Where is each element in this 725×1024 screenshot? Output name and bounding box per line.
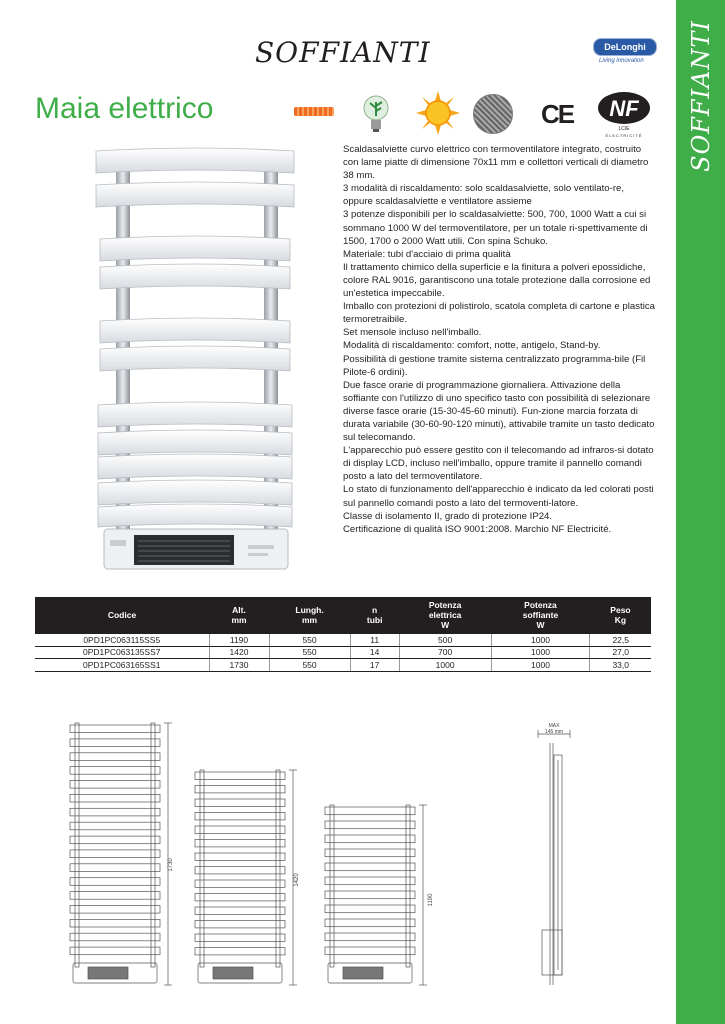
brand-tagline: Living innovation (599, 58, 644, 64)
nf-sub1: LCIE (618, 126, 630, 132)
spec-table (35, 597, 651, 672)
ce-mark-icon: CE (541, 99, 574, 129)
cell-codice: 0PD1PC063135SS7 (35, 646, 209, 659)
cell-codice: 0PD1PC063115SS5 (35, 634, 209, 647)
nf-mark-text: NF (609, 96, 639, 121)
table-row (35, 659, 651, 672)
description-paragraph: Set mensole incluso nell'imballo. (343, 327, 482, 339)
product-description (343, 143, 655, 536)
sun-icon (416, 91, 460, 135)
description-paragraph: Possibilità di gestione tramite sistema centralizzato programma-bile (Fil Pilote-6 ordini). (343, 353, 646, 378)
cell-potenza-elettrica: 1000 (399, 659, 491, 672)
eco-bulb-icon (361, 94, 391, 134)
product-name: Maia elettrico (35, 92, 214, 125)
description-paragraph: Classe di isolamento II, grado di protezione IP24. (343, 510, 553, 522)
header-peso: Peso Kg (590, 597, 651, 634)
description-paragraph: Modalità di riscaldamento: comfort, notte, antigelo, Stand-by. (343, 340, 601, 352)
description-paragraph: Lo stato di funzionamento dell'apparecchio è indicato da led colorati posti sul pannello comandi posto a lato del termoventi-latore. (343, 484, 654, 509)
description-paragraph: Certificazione di qualità ISO 9001:2008. Marchio NF Electricité. (343, 523, 612, 535)
header-n-tubi: n tubi (350, 597, 399, 634)
description-paragraph: L'apparecchio può essere gestito con il telecomando ad infraros-si dotato di display LCD, incluso nell'imballo, oppure tramite il pannello comandi posto a lato del termoventilatore. (343, 445, 654, 483)
heater-element-icon (294, 107, 334, 116)
cell-lungh: 550 (269, 659, 350, 672)
description-paragraph: Due fasce orarie di programmazione giornaliera. Attivazione della soffiante con l'utilizzo di uno specifico tasto con possibilità di selezionare diverse fasce orarie (15-30-45-60 minuti). Fun-zione marcia forzata di durata variabile (30-60-90-120 minuti), attivabile tramite un tasto dedicato sul telecomando. (343, 379, 655, 444)
table-row (35, 634, 651, 647)
brand-wordmark: DeLonghi (593, 38, 657, 56)
header-alt: Alt. mm (209, 597, 269, 634)
cell-alt: 1190 (209, 634, 269, 647)
header-potenza-soffiante: Potenza soffiante W (491, 597, 590, 634)
brand-logo (593, 38, 661, 68)
technical-drawings (60, 715, 620, 1015)
dimension-label-1420: 1420 (294, 873, 300, 887)
cell-peso: 22,5 (590, 634, 651, 647)
description-paragraph: Imballo con protezioni di polistirolo, scatola completa di cartone e plastica termoretraibile. (343, 301, 655, 326)
cell-lungh: 550 (269, 646, 350, 659)
cell-potenza-soffiante: 1000 (491, 659, 590, 672)
cell-potenza-elettrica: 500 (399, 634, 491, 647)
cell-alt: 1730 (209, 659, 269, 672)
cell-n-tubi: 11 (350, 634, 399, 647)
max-depth-label: MAX (548, 723, 560, 729)
header-codice: Codice (35, 597, 209, 634)
description-paragraph: Scaldasalviette curvo elettrico con termoventilatore integrato, costruito con lame piatte di dimensione 70x11 mm e collettori verticali di diametro 38 mm. (343, 144, 649, 182)
nf-mark-icon (596, 91, 656, 139)
grid-pattern-icon (473, 94, 513, 134)
table-row (35, 646, 651, 659)
product-photo (88, 143, 302, 583)
cell-codice: 0PD1PC063165SS1 (35, 659, 209, 672)
header-potenza-elettrica: Potenza elettrica W (399, 597, 491, 634)
nf-sub2: ÉLECTRICITÉ (605, 133, 643, 138)
description-paragraph: Il trattamento chimico della superficie e la finitura a polveri epossidiche, colore RAL 9016, garantiscono una totale protezione dalla corrosione ed un'estetica impeccabile. (343, 261, 651, 300)
description-paragraph: 3 modalità di riscaldamento: solo scaldasalviette, solo ventilato-re, oppure scaldasalviette e ventilatore assieme (343, 183, 625, 208)
description-paragraph: Materiale: tubi d'acciaio di prima qualità (343, 248, 511, 260)
max-depth-value: 145 mm (544, 729, 564, 735)
cell-potenza-soffiante: 1000 (491, 646, 590, 659)
cell-peso: 33,0 (590, 659, 651, 672)
side-title (676, 0, 725, 200)
spec-table-header (35, 597, 651, 634)
cell-n-tubi: 14 (350, 646, 399, 659)
description-paragraph: 3 potenze disponibili per lo scaldasalviette: 500, 700, 1000 Watt a cui si sommano 1000 W del termoventilatore, per un totale ri-spettivamente di 1500, 1700 o 2000 Watt utili. Con spina Schuko. (343, 209, 648, 247)
dimension-label-1190: 1190 (428, 893, 434, 907)
cell-n-tubi: 17 (350, 659, 399, 672)
dimension-label-1730: 1730 (168, 858, 174, 872)
cell-potenza-soffiante: 1000 (491, 634, 590, 647)
side-title-text: SOFFIANTI (687, 20, 715, 172)
cell-peso: 27,0 (590, 646, 651, 659)
cell-alt: 1420 (209, 646, 269, 659)
cell-lungh: 550 (269, 634, 350, 647)
header-lungh: Lungh. mm (269, 597, 350, 634)
cell-potenza-elettrica: 700 (399, 646, 491, 659)
page-title: SOFFIANTI (255, 36, 431, 69)
